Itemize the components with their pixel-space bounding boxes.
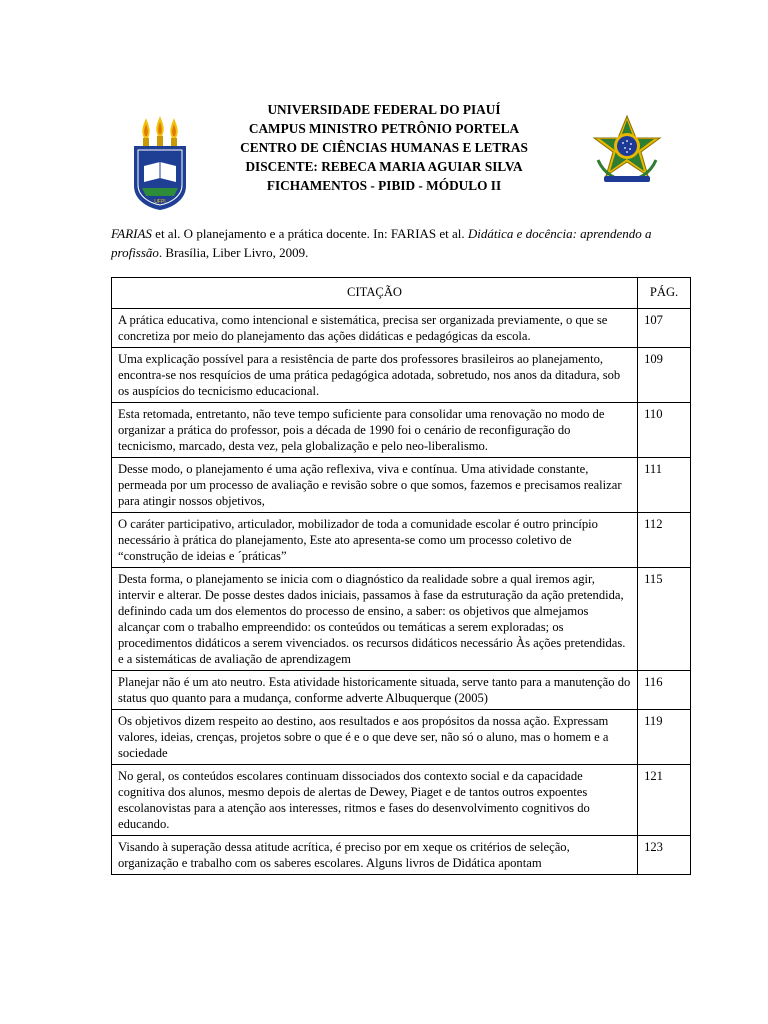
document-header bbox=[0, 100, 768, 195]
table-row bbox=[112, 836, 691, 875]
table-row bbox=[112, 513, 691, 568]
citation-text: A prática educativa, como intencional e sistemática, precisa ser organizada previamente, o que se concretiza por meio do planejamento das ações didáticas e pedagógicas da escola. bbox=[112, 309, 638, 348]
citation-text: Uma explicação possível para a resistência de parte dos professores brasileiros ao planejamento, encontra-se nos resquícios de uma prática pedagógica adotada, sobretudo, nos anos da ditadura, sob os auspícios do tecnicismo educacional. bbox=[112, 348, 638, 403]
citation-page: 115 bbox=[638, 568, 691, 671]
citation-page: 119 bbox=[638, 710, 691, 765]
bibliographic-reference bbox=[111, 224, 696, 262]
reference-part1: et al. O planejamento e a prática docente. In: FARIAS et al. bbox=[151, 226, 468, 241]
citation-text: Visando à superação dessa atitude acrítica, é preciso por em xeque os critérios de seleção, organização e trabalho com os saberes escolares. Alguns livros de Didática apontam bbox=[112, 836, 638, 875]
header-subject: FICHAMENTOS - PIBID - MÓDULO II bbox=[266, 178, 502, 193]
citation-page: 110 bbox=[638, 403, 691, 458]
citation-text: Planejar não é um ato neutro. Esta atividade historicamente situada, serve tanto para a manutenção do status quo quanto para a mudança, conforme adverte Albuquerque (2005) bbox=[112, 671, 638, 710]
column-header-citation: CITAÇÃO bbox=[112, 278, 638, 309]
citation-page: 107 bbox=[638, 309, 691, 348]
table-header-row bbox=[112, 278, 691, 309]
table-row bbox=[112, 671, 691, 710]
reference-book-title: Didática e docência: aprendendo a profissão bbox=[111, 226, 652, 260]
citation-text: Desta forma, o planejamento se inicia com o diagnóstico da realidade sobre a qual iremos agir, intervir e alterar. De posse destes dados iniciais, passamos à fase da estruturação da ação pretendida, definindo cada um dos elementos do processo de ensino, a saber: os objetivos que almejamos alcançar com o trabalho empreendido: os conteúdos ou temáticas a serem exploradas; os procedimentos didáticos a serem vivenciados. os recursos didáticos necessário Às ações pretendidas. e a sistemáticas de avaliação de aprendizagem bbox=[112, 568, 638, 671]
header-center: CENTRO DE CIÊNCIAS HUMANAS E LETRAS bbox=[240, 140, 528, 155]
table-row bbox=[112, 458, 691, 513]
table-row bbox=[112, 765, 691, 836]
citation-page: 112 bbox=[638, 513, 691, 568]
citation-text: No geral, os conteúdos escolares continuam dissociados dos contexto social e da capacidade cognitiva dos alunos, mesmo depois de alertas de Dewey, Piaget e de tantos outros expoentes escolanovistas para a atenção aos interesses, ritmos e fases do desenvolvimento cognitivos do educando. bbox=[112, 765, 638, 836]
citation-page: 123 bbox=[638, 836, 691, 875]
reference-part2: . Brasília, Liber Livro, 2009. bbox=[158, 245, 309, 260]
reference-author: FARIAS bbox=[111, 226, 152, 241]
citation-text: Esta retomada, entretanto, não teve tempo suficiente para consolidar uma renovação no modo de organizar a prática do professor, pois a década de 1990 foi o cenário de reconfiguração do tecnicismo, marcado, desta vez, pela globalização e pelo neo-liberalismo. bbox=[112, 403, 638, 458]
citation-text: Os objetivos dizem respeito ao destino, aos resultados e aos propósitos da nossa ação. Expressam valores, ideias, crenças, projetos sobre o que é e o que deve ser, não só o aluno, mas o homem e a sociedade bbox=[112, 710, 638, 765]
header-student: DISCENTE: REBECA MARIA AGUIAR SILVA bbox=[245, 159, 523, 174]
column-header-page: PÁG. bbox=[638, 278, 691, 309]
table-row bbox=[112, 309, 691, 348]
citation-table bbox=[111, 277, 691, 875]
citation-page: 121 bbox=[638, 765, 691, 836]
citation-page: 111 bbox=[638, 458, 691, 513]
table-row bbox=[112, 568, 691, 671]
header-university: UNIVERSIDADE FEDERAL DO PIAUÍ bbox=[267, 102, 501, 117]
table-row bbox=[112, 403, 691, 458]
table-row bbox=[112, 710, 691, 765]
ufpi-caption: UFPI bbox=[154, 199, 166, 205]
citation-text: Desse modo, o planejamento é uma ação reflexiva, viva e contínua. Uma atividade constante, permeada por um processo de avaliação e revisão sobre o que somos, fazemos e precisamos realizar para atingir nossos objetivos, bbox=[112, 458, 638, 513]
citation-text: O caráter participativo, articulador, mobilizador de toda a comunidade escolar é outro princípio necessário à prática do planejamento, Este ato apresenta-se como um processo coletivo de “construção de ideias e ´práticas” bbox=[112, 513, 638, 568]
citation-page: 109 bbox=[638, 348, 691, 403]
citation-page: 116 bbox=[638, 671, 691, 710]
table-row bbox=[112, 348, 691, 403]
header-campus: CAMPUS MINISTRO PETRÔNIO PORTELA bbox=[248, 121, 520, 136]
